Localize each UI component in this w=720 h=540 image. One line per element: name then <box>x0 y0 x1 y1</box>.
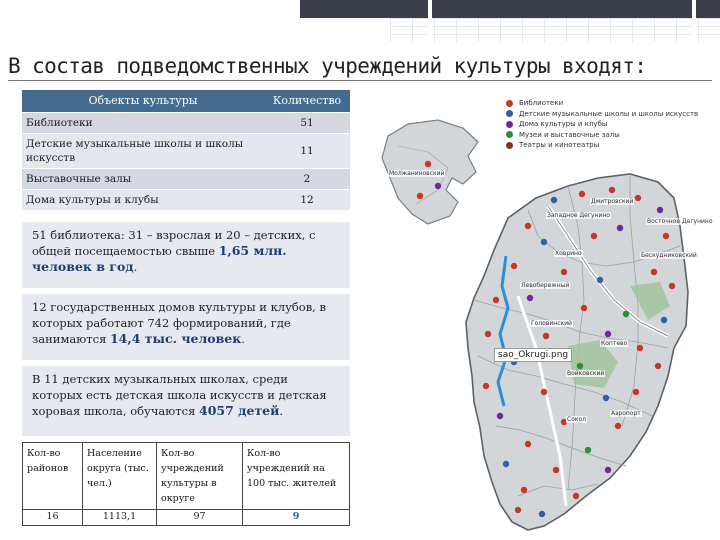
museum-dot-icon <box>506 131 513 138</box>
map-label: Бескудниковский <box>641 252 697 259</box>
map-label: Сокол <box>567 416 586 423</box>
info-text: 12 государственных домов культуры и клубов, в которых работают 742 формирований, где занимаются <box>32 300 326 346</box>
map-label: Войковский <box>567 370 605 377</box>
stats-header: Кол-во учреждений культуры в округе <box>157 443 243 510</box>
page-title: В состав подведомственных учреждений культуры входят: <box>8 54 647 78</box>
info-tail: . <box>241 332 245 346</box>
culture-objects-table <box>22 90 350 210</box>
map-label: Коптево <box>601 340 628 347</box>
divider-line <box>692 0 696 42</box>
stats-header: Кол-во районов <box>23 443 83 510</box>
stats-values-row <box>23 510 350 526</box>
dark-strip <box>300 0 720 18</box>
music-schools-info-block <box>22 366 350 436</box>
stats-header-row <box>23 443 350 510</box>
legend-label: Детские музыкальные школы и школы искусств <box>519 109 699 118</box>
legend-label: Театры и кинотеатры <box>519 141 600 150</box>
stats-header: Население округа (тыс. чел.) <box>83 443 157 510</box>
music-school-dot-icon <box>506 110 513 117</box>
map-label: Левобережный <box>521 282 570 289</box>
legend-item <box>506 130 698 141</box>
object-name: Выставочные залы <box>22 168 264 189</box>
map-file-tag: sao_Okrugi.png <box>494 348 572 362</box>
object-count: 11 <box>264 133 350 168</box>
stats-value-institutions: 97 <box>157 510 243 526</box>
grid-pattern <box>390 18 720 42</box>
decorative-header-band <box>0 0 720 42</box>
map-label: Молжаниновский <box>389 170 445 177</box>
info-tail: . <box>279 404 284 418</box>
column-header-objects: Объекты культуры <box>22 90 264 112</box>
object-name: Библиотеки <box>22 112 264 133</box>
table-row <box>22 168 350 189</box>
map-label: Головинский <box>531 320 572 327</box>
legend-label: Дома культуры и клубы <box>519 120 608 129</box>
table-header-row <box>22 90 350 112</box>
libraries-info-block <box>22 222 350 288</box>
map-label: Дмитровский <box>591 198 634 205</box>
legend-label: Музеи и выставочные залы <box>519 130 620 139</box>
district-stats-table <box>22 442 350 526</box>
stats-value-districts: 16 <box>23 510 83 526</box>
column-header-count: Количество <box>264 90 350 112</box>
object-count: 12 <box>264 189 350 210</box>
object-count: 2 <box>264 168 350 189</box>
stats-value-per-100k: 9 <box>243 510 350 526</box>
stats-header: Кол-во учреждений на 100 тыс. жителей <box>243 443 350 510</box>
stats-value-population: 1113,1 <box>83 510 157 526</box>
culture-houses-info-block <box>22 294 350 360</box>
info-highlight: 4057 детей <box>199 403 280 418</box>
map-label: Западное Дегунино <box>547 212 610 219</box>
table-row <box>22 133 350 168</box>
divider-line <box>428 0 432 42</box>
legend-item <box>506 119 698 130</box>
object-name: Дома культуры и клубы <box>22 189 264 210</box>
legend-item <box>506 140 698 151</box>
info-highlight: 1,65 млн. человек в год <box>32 243 287 274</box>
table-row <box>22 112 350 133</box>
library-dot-icon <box>506 100 513 107</box>
info-highlight: 14,4 тыс. человек <box>109 331 242 346</box>
legend-item <box>506 98 698 109</box>
object-name: Детские музыкальные школы и школы искусств <box>22 133 264 168</box>
title-underline <box>8 80 712 81</box>
legend-item <box>506 109 698 120</box>
map-label: Ховрино <box>555 250 582 257</box>
theater-dot-icon <box>506 142 513 149</box>
district-map <box>368 86 720 540</box>
map-label: Аэропорт <box>611 410 641 417</box>
info-tail: . <box>133 260 138 274</box>
legend-label: Библиотеки <box>519 99 564 108</box>
map-legend <box>506 98 698 151</box>
info-text: В 11 детских музыкальных школах, среди которых есть детская школа искусств и детская хоровая школа, обучаются <box>32 372 327 418</box>
table-row <box>22 189 350 210</box>
info-text: 51 библиотека: 31 – взрослая и 20 – детских, с общей посещаемостью свыше <box>32 228 316 258</box>
object-count: 51 <box>264 112 350 133</box>
culture-house-dot-icon <box>506 121 513 128</box>
map-label: Восточное Дегунино <box>647 218 713 225</box>
